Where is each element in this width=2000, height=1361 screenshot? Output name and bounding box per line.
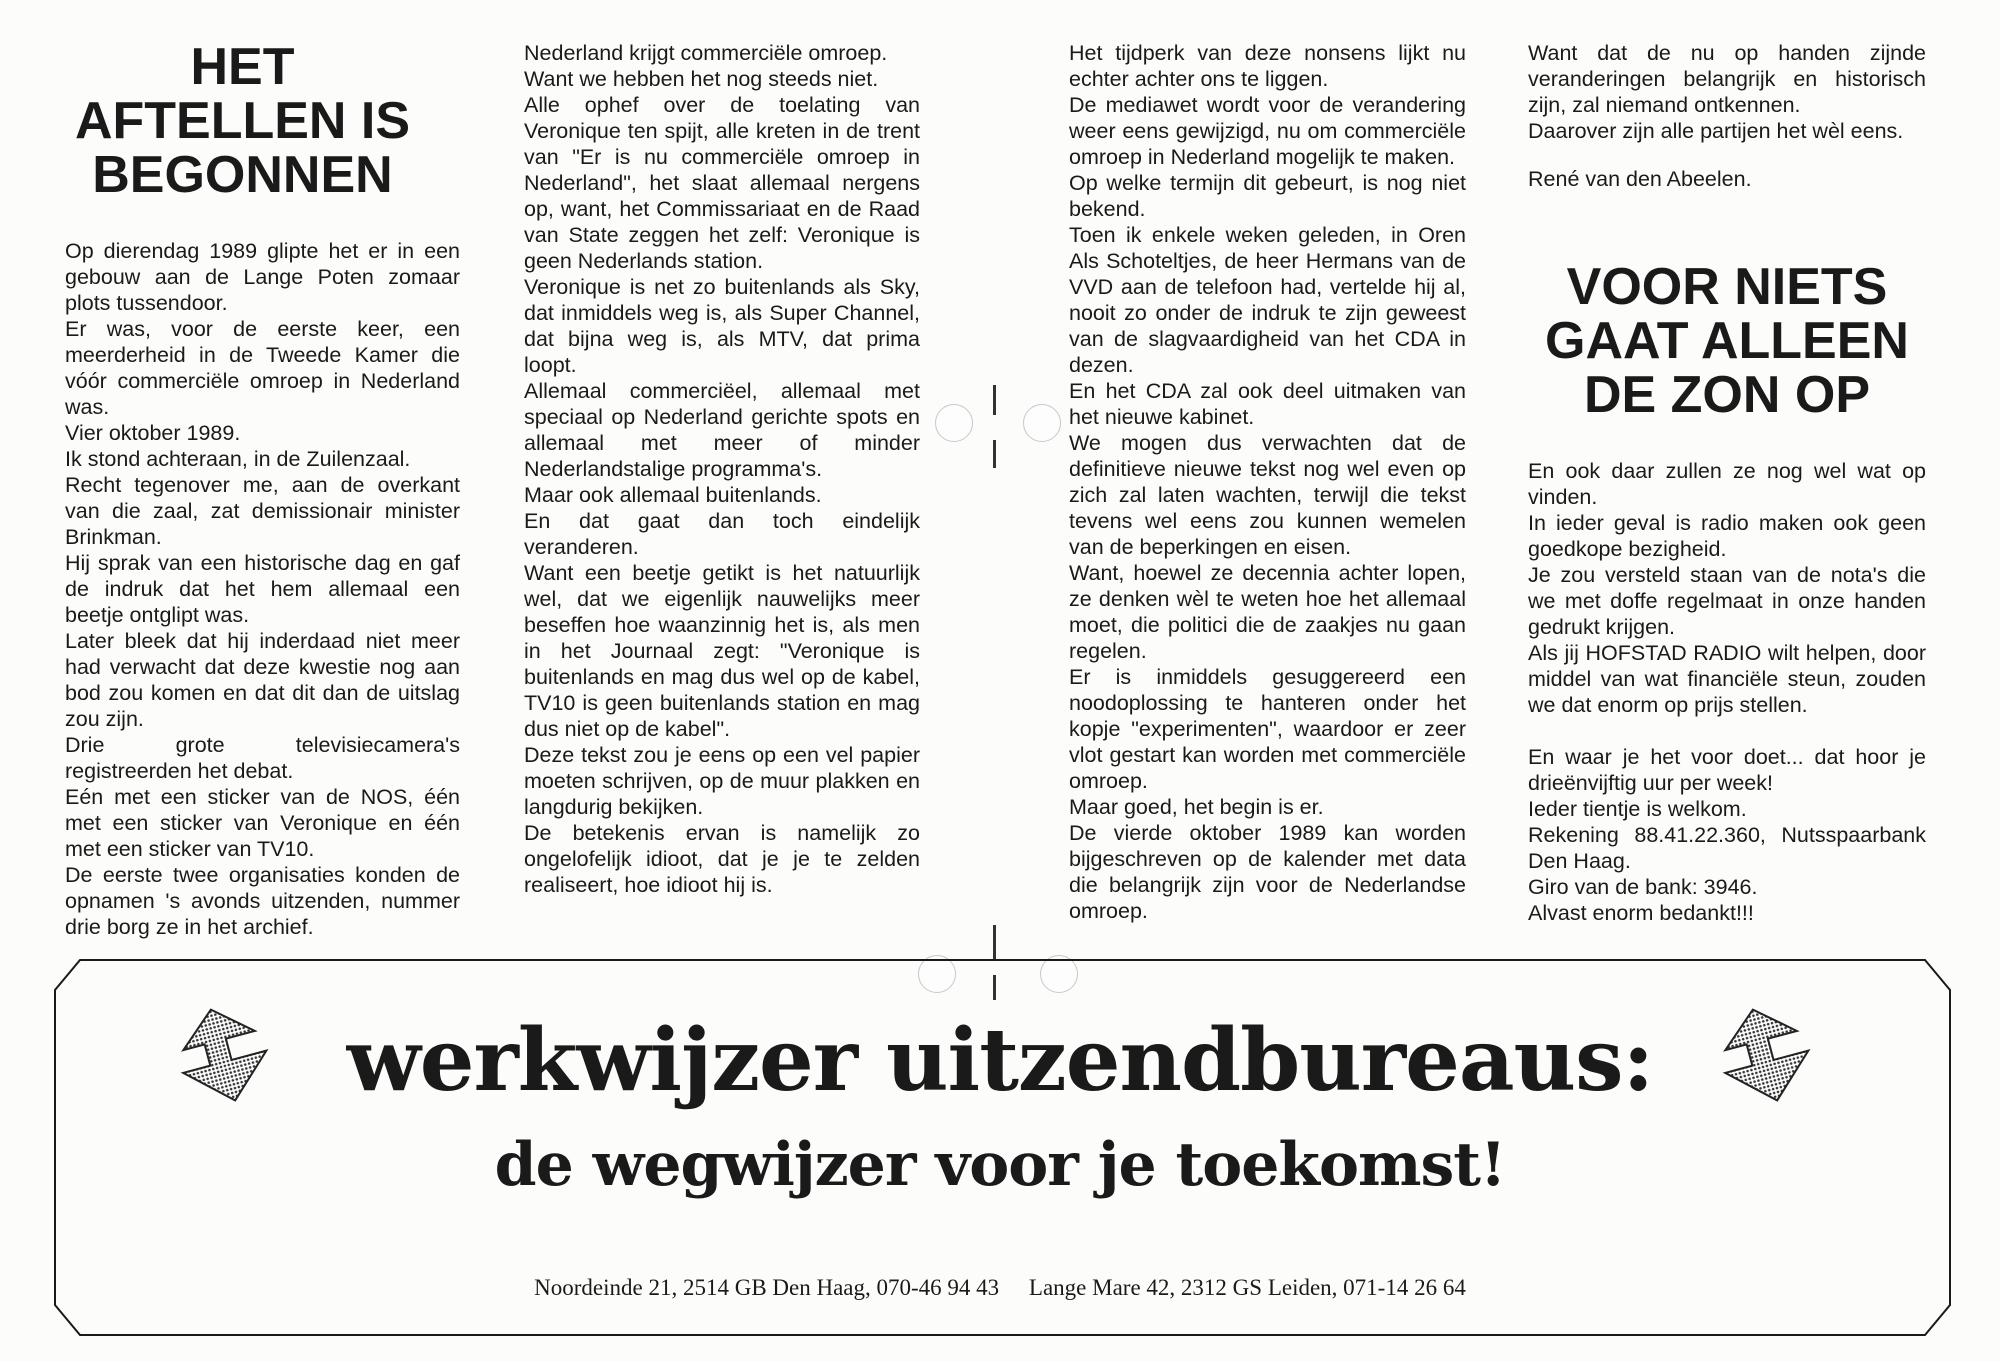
paragraph: De mediawet wordt voor de verandering weer eens gewijzigd, nu om commerciële omroep in Nederland mogelijk te maken. [1069,93,1466,169]
paragraph: Want een beetje getikt is het natuurlijk wel, dat we eigenlijk nauwelijks meer beseffen hoe waanzinnig het is, als men in het Journaal zegt: "Veronique is buitenlands en mag dus wel op de kabel, TV10 is geen buitenlands station en mag dus niet op de kabel". [524,561,920,741]
paragraph: Want dat de nu op handen zijnde veranderingen belangrijk en historisch zijn, zal niemand ontkennen. [1528,41,1926,117]
paragraph: Toen ik enkele weken geleden, in Oren Als Schoteltjes, de heer Hermans van de VVD aan de telefoon had, vertelde hij al, nooit zo onder de indruk te zijn geweest van de slagvaardigheid van het CDA in dezen. [1069,223,1466,377]
paragraph: En het CDA zal ook deel uitmaken van het nieuwe kabinet. [1069,379,1466,429]
paragraph: Het tijdperk van deze nonsens lijkt nu echter achter ons te liggen. [1069,41,1466,91]
headline-line: HET [190,38,295,96]
headline-voor-niets [1528,260,1926,422]
paragraph: Deze tekst zou je eens op een vel papier moeten schrijven, op de muur plakken en langdurig bekijken. [524,743,920,819]
headline-line: VOOR NIETS [1566,258,1888,316]
paragraph: Later bleek dat hij inderdaad niet meer had verwacht dat deze kwestie nog aan bod zou komen en dat dit dan de uitslag zou zijn. [65,629,460,731]
fold-mark [993,440,996,468]
paragraph: Als jij HOFSTAD RADIO wilt helpen, door middel van wat financiële steun, zouden we dat enorm op prijs stellen. [1528,641,1926,717]
paragraph: Recht tegenover me, aan de overkant van die zaal, zat demissionair minister Brinkman. [65,473,460,549]
paragraph: En dat gaat dan toch eindelijk veranderen. [524,509,920,559]
paragraph: Ik stond achteraan, in de Zuilenzaal. [65,447,411,471]
paragraph: En waar je het voor doet... dat hoor je drieënvijftig uur per week! [1528,745,1926,795]
paragraph: We mogen dus verwachten dat de definitieve nieuwe tekst nog wel even op zich zal laten wachten, terwijl die tekst tevens wel eens zou kunnen wemelen van de beperkingen en eisen. [1069,431,1466,559]
column-2 [524,40,920,898]
paragraph: Maar ook allemaal buitenlands. [524,483,822,507]
headline-line: BEGONNEN [92,146,393,204]
ad-address [0,1275,2000,1301]
headline-line: DE ZON OP [1583,366,1871,424]
address-den-haag: Noordeinde 21, 2514 GB Den Haag, 070-46 94 43 [534,1275,1000,1300]
binder-hole [935,404,973,442]
paragraph: De vierde oktober 1989 kan worden bijgeschreven op de kalender met data die belangrijk zijn voor de Nederlandse omroep. [1069,821,1466,923]
paragraph: Nederland krijgt commerciële omroep. [524,41,888,65]
headline-aftellen [65,40,420,202]
paragraph: Hij sprak van een historische dag en gaf de indruk dat het hem allemaal een beetje ontglipt was. [65,551,460,627]
paragraph: Maar goed, het begin is er. [1069,795,1324,819]
fold-mark [993,385,996,415]
article-body-1 [65,238,460,940]
column-4 [1528,40,1926,926]
headline-line: GAAT ALLEEN [1545,312,1909,370]
column-3 [1069,40,1466,924]
paragraph: Op welke termijn dit gebeurt, is nog niet bekend. [1069,171,1466,221]
paragraph: En ook daar zullen ze nog wel wat op vinden. [1528,459,1926,509]
column-1 [65,40,460,940]
author-signature: René van den Abeelen. [1528,167,1752,191]
paragraph: Daarover zijn alle partijen het wèl eens. [1528,119,1904,143]
paragraph: Eén met een sticker van de NOS, één met een sticker van Veronique en één met een sticker van TV10. [65,785,460,861]
paragraph: Er is inmiddels gesuggereerd een noodoplossing te hanteren onder het kopje "experimenten", waardoor er zeer vlot gestart kan worden met commerciële omroep. [1069,665,1466,793]
paragraph: Drie grote televisiecamera's registreerden het debat. [65,733,460,783]
paragraph: Want, hoewel ze decennia achter lopen, ze denken wèl te weten hoe het allemaal moet, die politici die de zaakjes nu gaan regelen. [1069,561,1466,663]
paragraph: Alle ophef over de toelating van Veronique ten spijt, alle kreten in de trent van "Er is nu commerciële omroep in Nederland", het slaat allemaal nergens op, want, het Commissariaat en de Raad van State zeggen het zelf: Veronique is geen Nederlands station. [524,93,920,273]
headline-line: AFTELLEN IS [74,92,411,150]
paragraph: Er was, voor de eerste keer, een meerderheid in de Tweede Kamer die vóór commerciële omroep in Nederland was. [65,317,460,419]
ad-subtitle: de wegwijzer voor je toekomst! [494,1130,1506,1200]
paragraph: Je zou versteld staan van de nota's die we met doffe regelmaat in onze handen gedrukt krijgen. [1528,563,1926,639]
paragraph: Want we hebben het nog steeds niet. [524,67,879,91]
paragraph: De betekenis ervan is namelijk zo ongelofelijk idioot, dat je je te zelden realiseert, hoe idioot hij is. [524,821,920,897]
paragraph: Giro van de bank: 3946. [1528,875,1758,899]
paragraph: Ieder tientje is welkom. [1528,797,1747,821]
paragraph: Rekening 88.41.22.360, Nutsspaarbank Den Haag. [1528,823,1926,873]
paragraph: Allemaal commerciëel, allemaal met speciaal op Nederland gerichte spots en allemaal met meer of minder Nederlandstalige programma's. [524,379,920,481]
binder-hole [1023,404,1061,442]
paragraph: In ieder geval is radio maken ook geen goedkope bezigheid. [1528,511,1926,561]
ad-title: werkwijzer uitzendbureaus: [346,1010,1654,1111]
paragraph: Veronique is net zo buitenlands als Sky, dat inmiddels weg is, als Super Channel, dat bijna weg is, als MTV, dat prima loopt. [524,275,920,377]
paragraph: Op dierendag 1989 glipte het er in een gebouw aan de Lange Poten zomaar plots tussendoor. [65,239,460,315]
paragraph: De eerste twee organisaties konden de opnamen 's avonds uitzenden, nummer drie borg ze in het archief. [65,863,460,939]
paragraph: Alvast enorm bedankt!!! [1528,901,1754,925]
paragraph: Vier oktober 1989. [65,421,241,445]
address-leiden: Lange Mare 42, 2312 GS Leiden, 071-14 26 64 [1028,1275,1466,1300]
